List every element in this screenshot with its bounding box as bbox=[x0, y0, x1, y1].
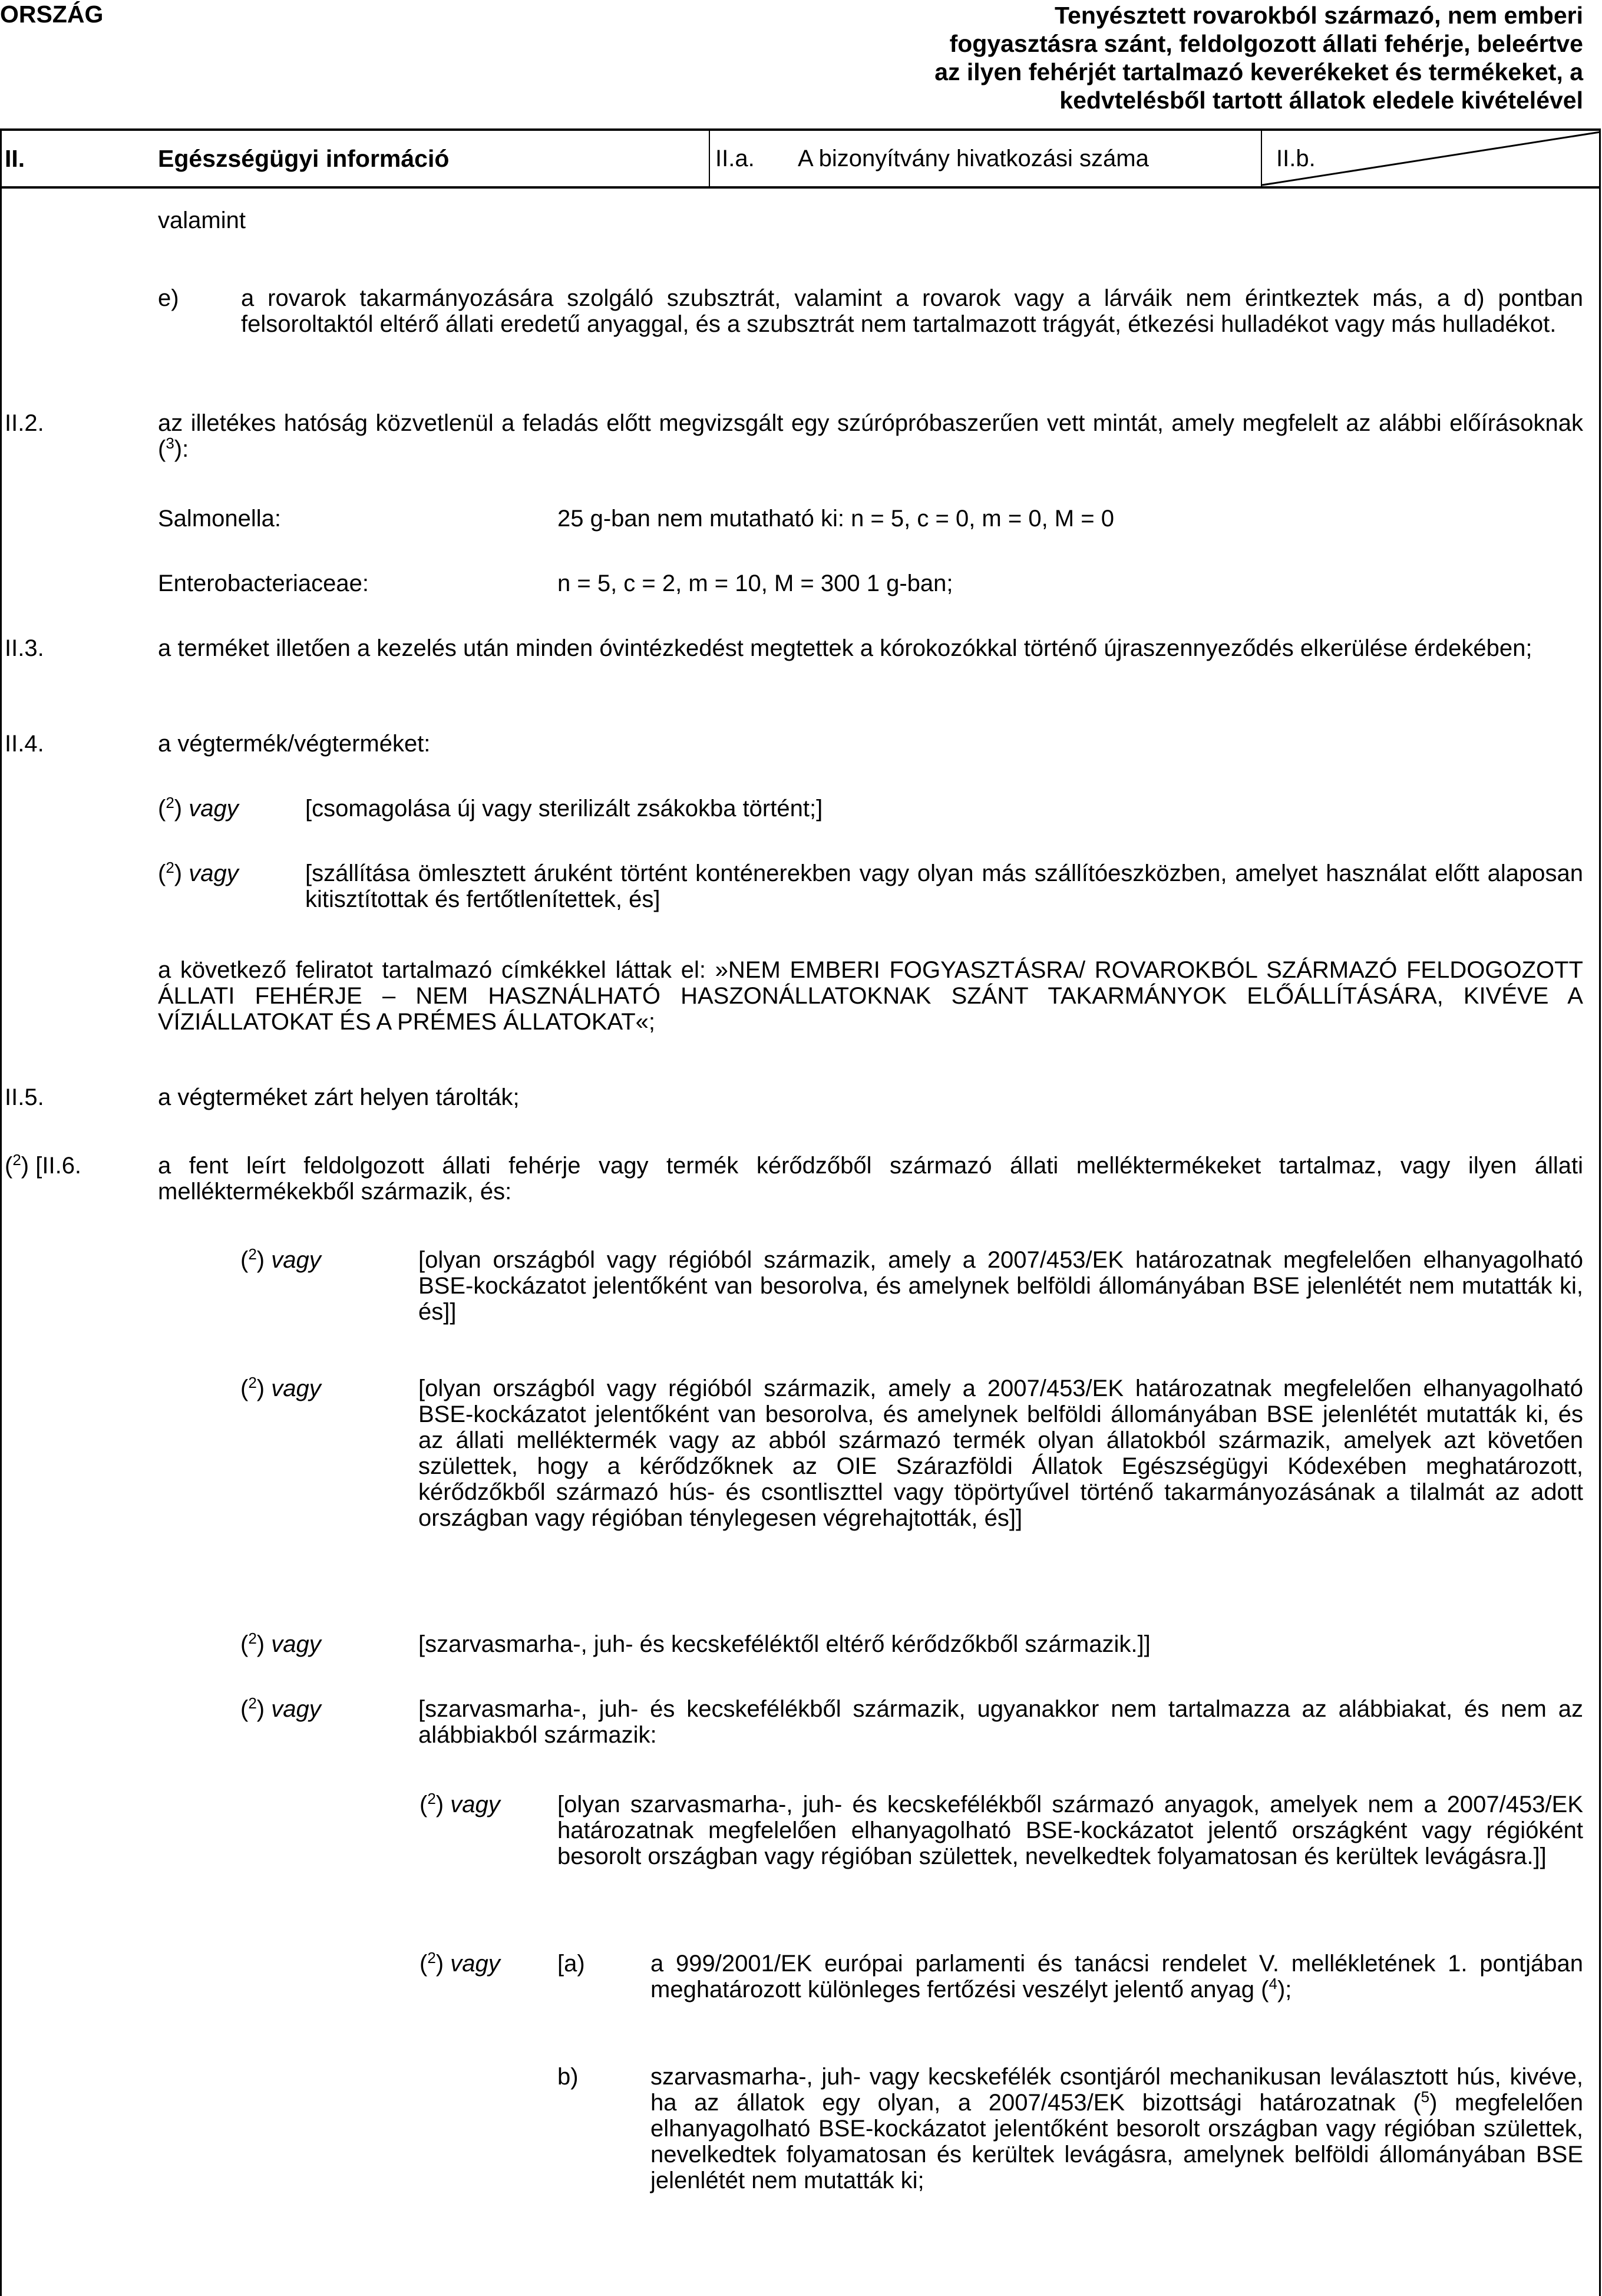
title-line: Tenyésztett rovarokból származó, nem emberi bbox=[1055, 2, 1583, 29]
ii6-number-text: [II.6. bbox=[35, 1153, 82, 1179]
option-word: vagy bbox=[450, 1792, 500, 1817]
ii6-number: ($^2$) [II.6. bbox=[5, 1151, 82, 1179]
sub-item-a-text bbox=[650, 1951, 1583, 2003]
footnote-ref: 5 bbox=[1421, 2088, 1430, 2106]
header-divider bbox=[709, 131, 710, 186]
option-word: vagy bbox=[271, 1631, 321, 1657]
sub-item-a-end: ); bbox=[1277, 1977, 1292, 2003]
footnote-ref: 4 bbox=[1269, 1975, 1277, 1992]
frame-right-border bbox=[1599, 128, 1601, 2296]
option-marker: ($^2$) vagy bbox=[240, 1245, 321, 1273]
option-word: vagy bbox=[271, 1375, 321, 1401]
document-title bbox=[758, 1, 1583, 114]
frame-left-border bbox=[0, 128, 2, 2296]
section-number: II. bbox=[5, 145, 25, 172]
ii3-text: a terméket illetően a kezelés után minden óvintézkedést megtettek a kórokozókkal történő újraszennyeződés elkerülése érdekében; bbox=[158, 635, 1532, 661]
option-word: vagy bbox=[450, 1951, 500, 1977]
criteria-organism: Enterobacteriaceae: bbox=[158, 570, 369, 596]
option-word: vagy bbox=[271, 1247, 321, 1273]
footnote-ref: 2 bbox=[248, 1694, 257, 1712]
ii5-number: II.5. bbox=[5, 1084, 44, 1110]
criteria-value: n = 5, c = 2, m = 10, M = 300 1 g-ban; bbox=[557, 570, 953, 596]
option-word: vagy bbox=[271, 1696, 321, 1722]
sub-item-b-main: szarvasmarha-, juh- vagy kecskefélék csontjáról mechanikusan leválasztott hús, kivéve, ha az állatok egy olyan, a 2007/453/EK bizottsági határozatnak ( bbox=[650, 2064, 1583, 2116]
option-word: vagy bbox=[189, 796, 239, 822]
title-line: kedvtelésből tartott állatok eledele kivételével bbox=[1059, 87, 1583, 114]
sub-option-text: [olyan szarvasmarha-, juh- és kecskefélékből származó anyagok, amelyek nem a 2007/453/EK határozatnak megfelelően elhanyagolható BSE-kockázatot jelentő országként vagy régióként besorolt országban vagy régióban születtek, nevelkedtek folyamatosan és kerültek levágásra.]] bbox=[557, 1792, 1583, 1869]
footnote-ref: 2 bbox=[248, 1245, 257, 1263]
option-marker: ($^2$) vagy bbox=[240, 1374, 321, 1401]
footnote-ref: 2 bbox=[427, 1790, 436, 1807]
footnote-ref: 2 bbox=[248, 1374, 257, 1391]
valamint-text: valamint bbox=[158, 207, 246, 233]
country-label: ORSZÁG bbox=[0, 1, 104, 28]
option-word: vagy bbox=[189, 860, 239, 886]
ii6-text: a fent leírt feldolgozott állati fehérje vagy termék kérődzőből származó állati melléktermékeket tartalmaz, vagy ilyen állati melléktermékekből származik, és: bbox=[158, 1153, 1583, 1205]
strikethrough-diagonal bbox=[1261, 131, 1600, 186]
sub-item-b-end: ) megfelelően elhanyagolható BSE-kockázatot jelentőként besorolt országban vagy régióban születtek, nevelkedtek folyamatosan és kerültek levágásra, amelynek belföldi állományában BSE jelenlétét nem mutatták ki; bbox=[650, 2090, 1583, 2193]
footnote-ref: 2 bbox=[427, 1949, 436, 1967]
sub-item-a-main: a 999/2001/EK európai parlamenti és tanácsi rendelet V. mellékletének 1. pontjában meghatározott különleges fertőzési veszélyt jelentő anyag ( bbox=[650, 1951, 1583, 2003]
item-e-label: e) bbox=[158, 285, 179, 311]
sub-item-b-text bbox=[650, 2064, 1583, 2193]
cert-ref-label: A bizonyítvány hivatkozási száma bbox=[798, 146, 1149, 171]
option-text: [olyan országból vagy régióból származik, amely a 2007/453/EK határozatnak megfelelően elhanyagolható BSE-kockázatot jelentőként van besorolva, és amelynek belföldi állományában BSE jelenlétét nem mutatták ki, és]] bbox=[418, 1247, 1583, 1325]
criteria-value: 25 g-ban nem mutatható ki: n = 5, c = 0, m = 0, M = 0 bbox=[557, 506, 1114, 532]
iib-label: II.b. bbox=[1276, 146, 1316, 171]
sub-option-marker: ($^2$) vagy bbox=[420, 1949, 500, 1977]
option-text: [csomagolása új vagy sterilizált zsákokba történt;] bbox=[305, 796, 823, 822]
option-text: [szarvasmarha-, juh- és kecskefélékből származik, ugyanakkor nem tartalmazza az alábbiakat, és nem az alábbiakból származik: bbox=[418, 1696, 1583, 1748]
criteria-organism: Salmonella: bbox=[158, 506, 282, 532]
ii4-text: a végtermék/végterméket: bbox=[158, 731, 431, 757]
option-text: [szarvasmarha-, juh- és kecskeféléktől eltérő kérődzőkből származik.]] bbox=[418, 1631, 1151, 1657]
option-marker: ($^2$) vagy bbox=[158, 794, 239, 822]
ii3-number: II.3. bbox=[5, 635, 44, 661]
option-text: [olyan országból vagy régióból származik, amely a 2007/453/EK határozatnak megfelelően elhanyagolható BSE-kockázatot jelentőként van besorolva, és amelynek belföldi állományában BSE jelenlétét mutatták ki, és az állati melléktermék vagy az abból származó termék olyan állatokból származik, amelyek azt követően születtek, hogy a kérődzőknek az OIE Szárazföldi Állatok Egészségügyi Kódexében meghatározott, kérődzőkből származó hús- és csontliszttel vagy töpörtyűvel történő takarmányozásának a tilalmát az adott országban vagy régióban ténylegesen végrehajtották, és]] bbox=[418, 1375, 1583, 1531]
cert-ref-number-label: II.a. bbox=[715, 146, 755, 171]
sub-item-a-label: [a) bbox=[557, 1951, 585, 1977]
option-marker: ($^2$) vagy bbox=[240, 1694, 321, 1722]
label-inscription-text: a következő feliratot tartalmazó címkékkel láttak el: »NEM EMBERI FOGYASZTÁSRA/ ROVAROKBÓL SZÁRMAZÓ FELDOGOZOTT ÁLLATI FEHÉRJE – NEM HASZNÁLHATÓ HASZONÁLLATOKNAK SZÁNT TAKARMÁNYOK ELŐÁLLÍTÁSÁRA, KIVÉVE A VÍZIÁLLATOKAT ÉS A PRÉMES ÁLLATOKAT«; bbox=[158, 957, 1583, 1035]
ii2-text-main: az illetékes hatóság közvetlenül a feladás előtt megvizsgált egy szúrópróbaszerűen vett mintát, amely megfelelt az alábbi előírásoknak ( bbox=[158, 410, 1583, 462]
title-line: az ilyen fehérjét tartalmazó keverékeket és termékeket, a bbox=[934, 58, 1583, 85]
option-marker: ($^2$) vagy bbox=[158, 859, 239, 886]
option-text: [szállítása ömlesztett áruként történt konténerekben vagy olyan más szállítóeszközben, amelyet használat előtt alaposan kitisztítottak és fertőtlenítettek, és] bbox=[305, 860, 1583, 912]
item-e-text: a rovarok takarmányozására szolgáló szubsztrát, valamint a rovarok vagy a lárváik nem érintkeztek más, a d) pontban felsoroltaktól eltérő állati eredetű anyaggal, és a szubsztrát nem tartalmazott trágyát, étkezési hulladékot vagy más hulladékot. bbox=[241, 285, 1583, 337]
footnote-ref: 2 bbox=[166, 794, 174, 811]
option-marker: ($^2$) vagy bbox=[240, 1629, 321, 1657]
ii4-number: II.4. bbox=[5, 731, 44, 757]
ii2-text bbox=[158, 410, 1583, 462]
section-title: Egészségügyi információ bbox=[158, 145, 450, 172]
ii2-text-end: ): bbox=[174, 436, 189, 462]
footnote-ref: 3 bbox=[166, 434, 174, 452]
ii2-number: II.2. bbox=[5, 410, 44, 436]
sub-item-b-label: b) bbox=[557, 2064, 579, 2090]
section-header-table bbox=[0, 128, 1600, 189]
footnote-ref: 2 bbox=[248, 1629, 257, 1647]
footnote-ref: 2 bbox=[12, 1151, 21, 1169]
title-line: fogyasztásra szánt, feldolgozott állati fehérje, beleértve bbox=[949, 30, 1583, 57]
sub-option-marker: ($^2$) vagy bbox=[420, 1790, 500, 1817]
footnote-ref: 2 bbox=[166, 859, 174, 876]
ii5-text: a végterméket zárt helyen tárolták; bbox=[158, 1084, 520, 1110]
